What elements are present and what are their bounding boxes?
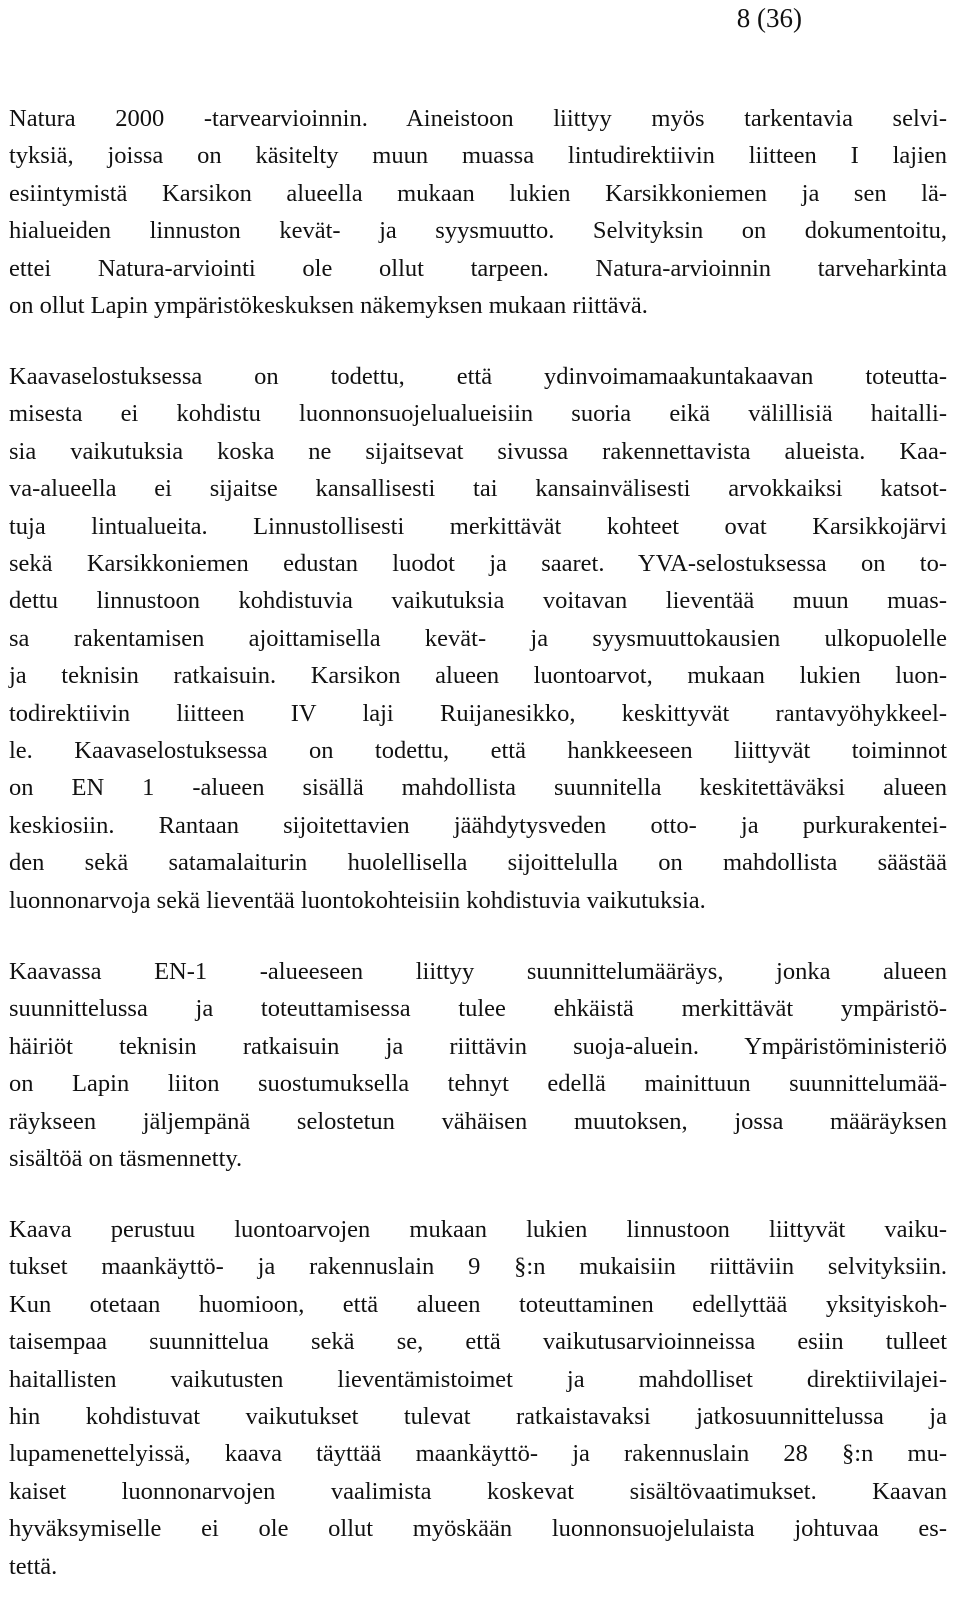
text-line: esiintymistä Karsikon alueella mukaan lukien Karsikkoniemen ja sen lä- (9, 179, 947, 207)
text-line: keskiosiin. Rantaan sijoitettavien jäähdytysveden otto- ja purkurakentei- (9, 811, 947, 839)
text-line: on EN 1 -alueen sisällä mahdollista suunnitella keskitettäväksi alueen (9, 774, 947, 802)
text-line: tuja lintualueita. Linnustollisesti merkittävät kohteet ovat Karsikkojärvi (9, 512, 947, 540)
text-line: tettä. (9, 1552, 58, 1580)
text-line: va-alueella ei sijaitse kansallisesti tai kansainvälisesti arvokkaiksi katsot- (9, 475, 947, 503)
text-line: Kun otetaan huomioon, että alueen toteuttaminen edellyttää yksityiskoh- (9, 1290, 947, 1318)
paragraph-plan-description (9, 358, 947, 919)
text-line: le. Kaavaselostuksessa on todettu, että hankkeeseen liittyvät toiminnot (9, 737, 947, 765)
text-line: sia vaikutuksia koska ne sijaitsevat sivussa rakennettavista alueista. Kaa- (9, 437, 947, 465)
text-line: sa rakentamisen ajoittamisella kevät- ja syysmuuttokausien ulkopuolelle (9, 624, 947, 652)
text-line: sisältöä on täsmennetty. (9, 1145, 243, 1173)
text-line: sekä Karsikkoniemen edustan luodot ja saaret. YVA-selostuksessa on to- (9, 550, 947, 578)
text-line: todirektiivin liitteen IV laji Ruijanesikko, keskittyvät rantavyöhykkeel- (9, 699, 947, 727)
text-line: hyväksymiselle ei ole ollut myöskään luonnonsuojelulaista johtuvaa es- (9, 1515, 947, 1543)
text-line: haitallisten vaikutusten lieventämistoimet ja mahdolliset direktiivilajei- (9, 1365, 947, 1393)
text-line: suunnittelussa ja toteuttamisessa tulee ehkäistä merkittävät ympäristö- (9, 995, 947, 1023)
paragraph-natura-assessment (9, 100, 947, 324)
text-line: dettu linnustoon kohdistuvia vaikutuksia voitavan lieventää muun muas- (9, 587, 947, 615)
text-line: tyksiä, joissa on käsitelty muun muassa lintudirektiivin liitteen I lajien (9, 142, 947, 170)
text-line: Kaavassa EN-1 -alueeseen liittyy suunnittelumääräys, jonka alueen (9, 958, 947, 985)
text-line: räykseen jäljempänä selostetun vähäisen muutoksen, jossa määräyksen (9, 1107, 947, 1135)
text-line: tukset maankäyttö- ja rakennuslain 9 §:n mukaisiin riittäviin selvityksiin. (9, 1253, 947, 1281)
text-line: misesta ei kohdistu luonnonsuojelualueisiin suoria eikä välillisiä haitalli- (9, 400, 947, 428)
text-line: luonnonarvoja sekä lieventää luontokohteisiin kohdistuvia vaikutuksia. (9, 886, 706, 914)
text-line: taisempaa suunnittelua sekä se, että vaikutusarvioinneissa esiin tulleet (9, 1328, 947, 1356)
text-line: on ollut Lapin ympäristökeskuksen näkemyksen mukaan riittävä. (9, 292, 648, 320)
text-line: hialueiden linnuston kevät- ja syysmuutto. Selvityksin on dokumentoitu, (9, 217, 947, 245)
text-line: lupamenettelyissä, kaava täyttää maankäyttö- ja rakennuslain 28 §:n mu- (9, 1440, 947, 1468)
text-line: on Lapin liiton suostumuksella tehnyt edellä mainittuun suunnittelumää- (9, 1070, 947, 1098)
text-line: ettei Natura-arviointi ole ollut tarpeen. Natura-arvioinnin tarveharkinta (9, 254, 947, 282)
text-line: hin kohdistuvat vaikutukset tulevat ratkaistavaksi jatkosuunnittelussa ja (9, 1403, 947, 1431)
text-line: häiriöt teknisin ratkaisuin ja riittävin suoja-aluein. Ympäristöministeriö (9, 1032, 947, 1060)
text-line: Kaavaselostuksessa on todettu, että ydinvoimamaakuntakaavan toteutta- (9, 363, 947, 390)
text-line: den sekä satamalaiturin huolellisella sijoittelulla on mahdollista säästää (9, 849, 947, 877)
paragraph-conclusion (9, 1211, 947, 1585)
text-line: kaiset luonnonarvojen vaalimista koskevat sisältövaatimukset. Kaavan (9, 1477, 947, 1505)
paragraph-planning-regulation (9, 953, 947, 1177)
text-line: Natura 2000 -tarvearvioinnin. Aineistoon liittyy myös tarkentavia selvi- (9, 105, 947, 132)
page-number: 8 (36) (736, 3, 802, 33)
text-line: Kaava perustuu luontoarvojen mukaan lukien linnustoon liittyvät vaiku- (9, 1216, 947, 1243)
text-line: ja teknisin ratkaisuin. Karsikon alueen luontoarvot, mukaan lukien luon- (9, 662, 947, 690)
